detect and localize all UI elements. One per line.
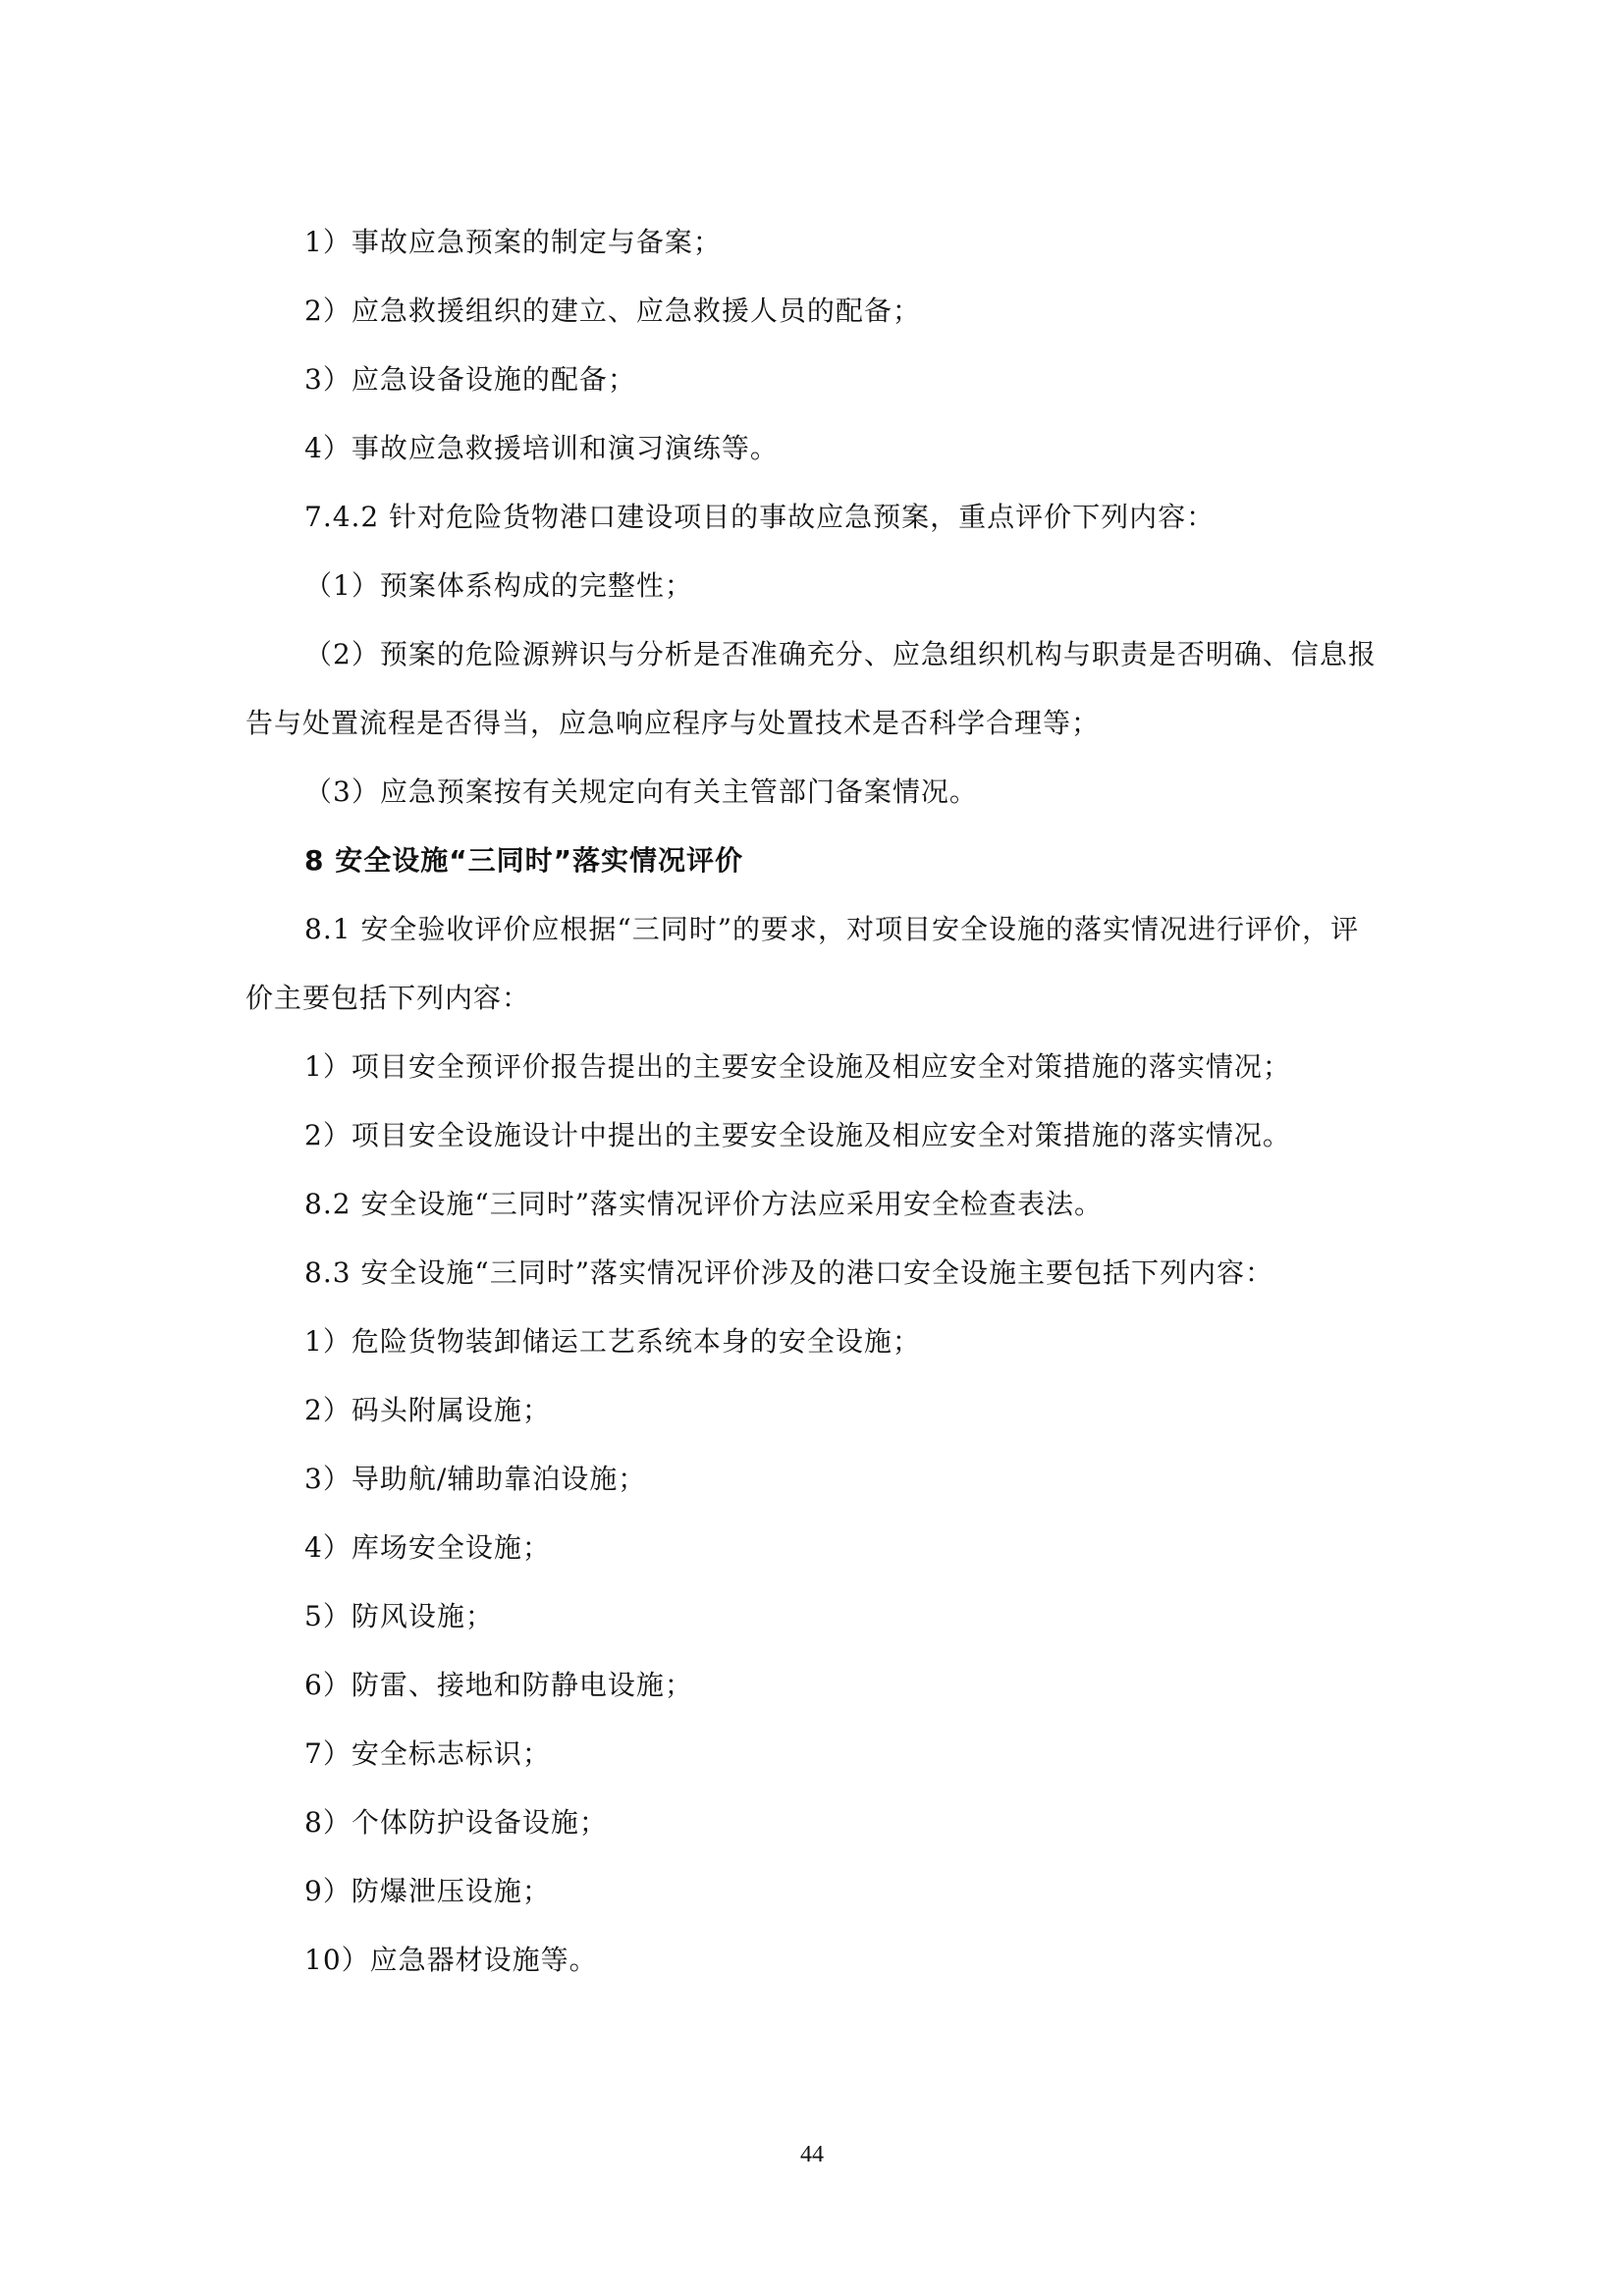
list-item-rescue-organization: 2）应急救援组织的建立、应急救援人员的配备； xyxy=(304,294,921,327)
clause-7-4-2: 7.4.2 针对危险货物港口建设项目的事故应急预案，重点评价下列内容： xyxy=(304,501,1216,533)
list-item-hazard-identification: （2）预案的危险源辨识与分析是否准确充分、应急组织机构与职责是否明确、信息报 xyxy=(304,638,1377,670)
list-item-emergency-plan: 1）事故应急预案的制定与备案； xyxy=(304,226,722,258)
list-item-lightning: 6）防雷、接地和防静电设施； xyxy=(304,1669,693,1701)
list-item-wind-protection: 5）防风设施； xyxy=(304,1600,494,1632)
clause-8-1: 8.1 安全验收评价应根据“三同时”的要求，对项目安全设施的落实情况进行评价，评 xyxy=(304,913,1360,945)
list-item-pre-evaluation: 1）项目安全预评价报告提出的主要安全设施及相应安全对策措施的落实情况； xyxy=(304,1050,1291,1083)
page-number: 44 xyxy=(800,2142,824,2167)
list-item-plan-system: （1）预案体系构成的完整性； xyxy=(304,569,693,602)
clause-8-1-cont: 价主要包括下列内容： xyxy=(245,982,531,1014)
list-item-training: 4）事故应急救援培训和演习演练等。 xyxy=(304,432,779,464)
list-item-safety-signs: 7）安全标志标识； xyxy=(304,1737,551,1770)
clause-8-2: 8.2 安全设施“三同时”落实情况评价方法应采用安全检查表法。 xyxy=(304,1188,1104,1220)
clause-8-3: 8.3 安全设施“三同时”落实情况评价涉及的港口安全设施主要包括下列内容： xyxy=(304,1256,1274,1289)
list-item-storage-yard: 4）库场安全设施； xyxy=(304,1531,551,1564)
list-item-wharf: 2）码头附属设施； xyxy=(304,1394,551,1426)
list-item-filing: （3）应急预案按有关规定向有关主管部门备案情况。 xyxy=(304,775,978,808)
list-item-design: 2）项目安全设施设计中提出的主要安全设施及相应安全对策措施的落实情况。 xyxy=(304,1119,1291,1151)
section-heading-8: 8 安全设施“三同时”落实情况评价 xyxy=(304,844,744,877)
list-item-equipment: 3）应急设备设施的配备； xyxy=(304,363,636,396)
list-item-personal-protection: 8）个体防护设备设施； xyxy=(304,1806,608,1839)
list-item-navigation: 3）导助航/辅助靠泊设施； xyxy=(304,1463,647,1495)
list-item-emergency-equipment: 10）应急器材设施等。 xyxy=(304,1944,598,1976)
list-item-explosion-relief: 9）防爆泄压设施； xyxy=(304,1875,551,1907)
list-item-hazard-identification-cont: 告与处置流程是否得当，应急响应程序与处置技术是否科学合理等； xyxy=(245,707,1101,739)
list-item-process-system: 1）危险货物装卸储运工艺系统本身的安全设施； xyxy=(304,1325,921,1358)
